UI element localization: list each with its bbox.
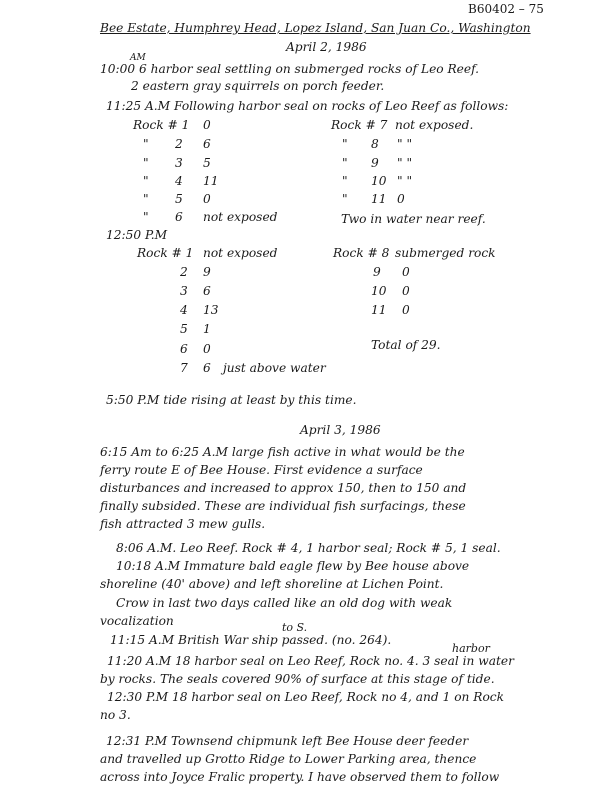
- table-cell: ": [143, 210, 149, 224]
- table-cell: 11: [371, 192, 387, 206]
- entry-line: and travelled up Grotto Ridge to Lower Parking area, thence: [100, 752, 477, 766]
- time-label: 12:50 P.M: [106, 228, 168, 242]
- table-cell: 5: [203, 156, 211, 170]
- table-cell: 6: [203, 361, 211, 375]
- table-cell: not exposed.: [395, 118, 474, 132]
- table-cell: " ": [397, 156, 413, 170]
- am-superscript: AM: [130, 53, 146, 63]
- table-cell: ": [342, 156, 348, 170]
- entry-line: 11:20 A.M 18 harbor seal on Leo Reef, Rock no. 4. 3 seal in water: [107, 654, 514, 668]
- inserted-note: harbor: [452, 642, 490, 655]
- table-cell: ": [143, 174, 149, 188]
- table-cell: 10: [371, 174, 387, 188]
- table-cell: 0: [203, 192, 211, 206]
- table-cell: 2: [175, 137, 183, 151]
- entry-line: fish attracted 3 mew gulls.: [100, 517, 266, 531]
- table-cell: 6: [203, 137, 211, 151]
- table-cell: 0: [402, 303, 410, 317]
- table-cell: " ": [397, 174, 413, 188]
- date-april-2: April 2, 1986: [286, 40, 367, 54]
- entry-line: 11:25 A.M Following harbor seal on rocks of Leo Reef as follows:: [106, 99, 509, 113]
- entry-line: disturbances and increased to approx 150, then to 150 and: [100, 481, 467, 495]
- date-april-3: April 3, 1986: [300, 423, 381, 437]
- entry-line: Crow in last two days called like an old dog with weak: [116, 596, 453, 610]
- entry-line: 6:15 Am to 6:25 A.M large fish active in what would be the: [100, 445, 465, 459]
- table-cell: 6: [180, 342, 188, 356]
- entry-line: ferry route E of Bee House. First evidence a surface: [100, 463, 423, 477]
- document-id: B60402 – 75: [468, 2, 544, 16]
- table-cell: 0: [203, 342, 211, 356]
- table-cell: 13: [203, 303, 219, 317]
- location-header: Bee Estate, Humphrey Head, Lopez Island, San Juan Co., Washington: [100, 21, 531, 35]
- entry-line: finally subsided. These are individual fish surfacings, these: [100, 499, 466, 513]
- table-cell: 3: [175, 156, 183, 170]
- entry-line: across into Joyce Fralic property. I have observed them to follow: [100, 770, 500, 784]
- table-cell: ": [143, 156, 149, 170]
- table-cell: 5: [175, 192, 183, 206]
- table-cell: just above water: [223, 361, 326, 375]
- table-cell: not exposed: [203, 246, 278, 260]
- table-cell: ": [342, 137, 348, 151]
- table-cell: 7: [180, 361, 188, 375]
- entry-line: 11:15 A.M British War ship passed. (no. 264).: [110, 633, 392, 647]
- entry-line: vocalization: [100, 614, 174, 628]
- entry-line: 5:50 P.M tide rising at least by this time.: [106, 393, 357, 407]
- table-cell: Two in water near reef.: [341, 212, 486, 226]
- table-cell: 0: [203, 118, 211, 132]
- table-cell: ": [143, 137, 149, 151]
- table-cell: Rock # 1: [133, 118, 190, 132]
- table-cell: ": [143, 192, 149, 206]
- entry-line: 10:18 A.M Immature bald eagle flew by Bee house above: [116, 559, 470, 573]
- table-cell: 4: [175, 174, 183, 188]
- entry-line: shoreline (40' above) and left shoreline at Lichen Point.: [100, 577, 444, 591]
- table-cell: ": [342, 192, 348, 206]
- entry-line: 12:31 P.M Townsend chipmunk left Bee House deer feeder: [106, 734, 469, 748]
- table-cell: 11: [203, 174, 219, 188]
- table-cell: 0: [402, 265, 410, 279]
- table-cell: Rock # 1: [137, 246, 194, 260]
- table-cell: 10: [371, 284, 387, 298]
- table-cell: " ": [397, 137, 413, 151]
- table-cell: 0: [397, 192, 405, 206]
- table-cell: Total of 29.: [371, 338, 441, 352]
- table-cell: 9: [203, 265, 211, 279]
- entry-line: 10:00 6 harbor seal settling on submerged rocks of Leo Reef.: [100, 62, 480, 76]
- table-cell: 3: [180, 284, 188, 298]
- table-cell: ": [342, 174, 348, 188]
- table-cell: 0: [402, 284, 410, 298]
- inserted-note: to S.: [282, 621, 308, 634]
- table-cell: not exposed: [203, 210, 278, 224]
- table-cell: 11: [371, 303, 387, 317]
- table-cell: Rock # 7: [331, 118, 388, 132]
- table-cell: 9: [373, 265, 381, 279]
- table-cell: 6: [175, 210, 183, 224]
- table-cell: 8: [371, 137, 379, 151]
- entry-line: 8:06 A.M. Leo Reef. Rock # 4, 1 harbor seal; Rock # 5, 1 seal.: [116, 541, 501, 555]
- table-cell: 4: [180, 303, 188, 317]
- table-cell: Rock # 8: [333, 246, 390, 260]
- entry-line: 2 eastern gray squirrels on porch feeder.: [131, 79, 385, 93]
- table-cell: 9: [371, 156, 379, 170]
- table-cell: submerged rock: [395, 246, 496, 260]
- table-cell: 6: [203, 284, 211, 298]
- entry-line: 12:30 P.M 18 harbor seal on Leo Reef, Rock no 4, and 1 on Rock: [107, 690, 504, 704]
- entry-line: by rocks. The seals covered 90% of surface at this stage of tide.: [100, 672, 495, 686]
- table-cell: 1: [203, 322, 211, 336]
- table-cell: 2: [180, 265, 188, 279]
- entry-line: no 3.: [100, 708, 131, 722]
- table-cell: 5: [180, 322, 188, 336]
